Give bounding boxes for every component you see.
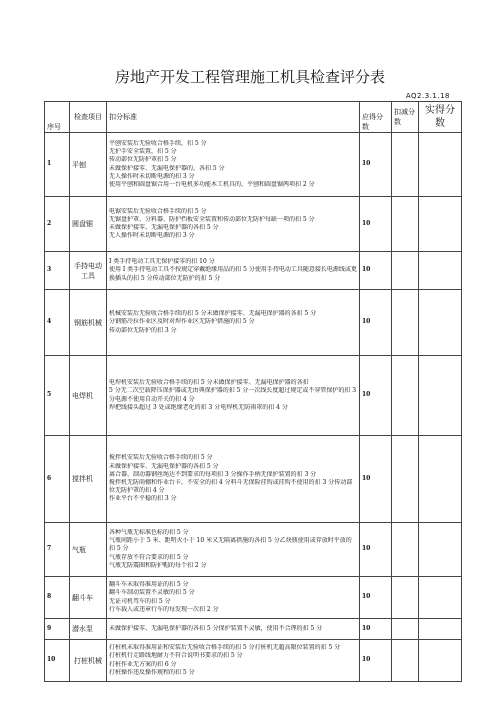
table-row: [45, 523, 462, 577]
criteria-line: 未做保护接零、无漏电保护器的各扣 5 分: [109, 224, 219, 231]
criteria-line: 使用 I 类手持电动工具不按规定穿戴绝缘用品的扣 5 分使用手持电动工具随意接长电源线或更换插头的扣 5 分传动部位无防护的扣 5 分: [109, 266, 357, 282]
full-score: 10: [360, 290, 392, 356]
header-deduct-score: 扣减分数: [392, 102, 419, 133]
table-row: [45, 436, 462, 523]
criteria-line: 翻斗车未取得准用证的扣 5 分: [109, 581, 189, 589]
criteria-line: 搅拌机安装后无验收合格手续的扣 5 分: [109, 454, 213, 462]
check-item: 潜水泵: [70, 619, 107, 640]
criteria-line: 电锯安装后无验收合格手续的扣 5 分: [109, 207, 207, 215]
table-row: [45, 640, 462, 682]
criteria-line: 离合器、制动器钢丝绳达不到要求的每项扣 3 分操作手柄无保护装置的扣 3 分: [109, 470, 317, 478]
deduction-criteria: [107, 436, 360, 523]
table-row: [45, 619, 462, 640]
deduction-criteria: [107, 356, 360, 436]
criteria-line: 使用平刨和圆盘锯合用一台电机多功能木工机具的，平刨和圆盘锯两项扣 2 分: [109, 180, 315, 188]
deduction-criteria: [107, 619, 360, 640]
check-item: 钢筋机械: [70, 290, 107, 356]
actual-score-cell: [419, 577, 462, 619]
row-number: 9: [45, 619, 70, 640]
check-item: 电焊机: [70, 356, 107, 436]
row-number: 8: [45, 577, 70, 619]
check-item: 搅拌机: [70, 436, 107, 523]
deduction-criteria: [107, 523, 360, 577]
table-row: [45, 252, 462, 290]
criteria-line: 机械安装后无验收合格手续的扣 5 分未做保护接零、无漏电保护器的各扣 5 分: [109, 310, 317, 318]
criteria-line: 分钢筋冷拉作业区及时对焊作业区无防护措施的扣 5 分: [109, 318, 255, 326]
actual-score-cell: [419, 523, 462, 577]
header-item: 检查项目: [70, 102, 107, 133]
deduction-criteria: [107, 197, 360, 252]
criteria-line: 无护手安全装置，扣 5 分: [109, 148, 177, 156]
actual-score-cell: [419, 252, 462, 290]
table-row: [45, 577, 462, 619]
deduction-criteria: [107, 640, 360, 682]
check-item: 气瓶: [70, 523, 107, 577]
criteria-line: 5 分无二次空载降压保护器或无由典保护器的扣 5 分一次线长度超过规定或不穿管保护的扣 3 分电源不使用自动开关的扣 4 分: [109, 387, 357, 403]
actual-score-cell: [419, 640, 462, 682]
check-item: 圆盘锯: [70, 197, 107, 252]
header-no: 序号: [45, 102, 70, 133]
actual-score-cell: [419, 290, 462, 356]
criteria-line: 打桩作业无方案的扣 6 分: [109, 660, 177, 668]
criteria-line: 搅拌机无防雨棚和作业台卡，不安全的扣 4 分料斗无保险挂钩或挂钩不使用的扣 3 分传动部位无防护罩的扣 4 分: [109, 479, 353, 495]
actual-score-cell: [419, 436, 462, 523]
table-row: [45, 197, 462, 252]
deduction-criteria: [107, 252, 360, 290]
row-number: 7: [45, 523, 70, 577]
criteria-line: 未做保护接零、无漏电保护器的，各扣 5 分: [109, 164, 225, 172]
deduct-score-cell: [392, 133, 419, 197]
criteria-line: 打桩机行走路线地耐力不符合说明书要求的扣 5 分: [109, 652, 243, 660]
criteria-line: 电焊机安装后无验收合格手续的扣 5 分未做保护接零、无漏电保护器的各扣: [109, 379, 309, 387]
full-score: 10: [360, 523, 392, 577]
header-full-score: 应得分数: [360, 102, 392, 133]
criteria-line: 无人操作时未切断电源的扣 3 分: [109, 172, 195, 180]
criteria-line: 打桩操作违反操作规程的扣 5 分: [109, 668, 195, 676]
deduct-score-cell: [392, 577, 419, 619]
deduct-score-cell: [392, 436, 419, 523]
criteria-line: 各种气瓶无标准色标的扣 5 分: [109, 528, 189, 536]
criteria-line: 传动部位无防护的扣 3 分: [109, 326, 177, 334]
deduct-score-cell: [392, 619, 419, 640]
check-item: 手持电动工具: [70, 252, 107, 290]
row-number: 1: [45, 133, 70, 197]
full-score: 10: [360, 252, 392, 290]
criteria-line: 平刨安装后无验收合格手续，扣 5 分: [109, 139, 207, 147]
full-score: 10: [360, 133, 392, 197]
header-actual-score: 实得分数: [419, 102, 462, 133]
criteria-line: 无人操作时未切断电源的扣 3 分: [109, 232, 195, 240]
full-score: 10: [360, 619, 392, 640]
table-row: [45, 133, 462, 197]
criteria-line: 焊把线接头超过 3 处或绝缘老化的扣 3 分电焊机无防雨罩的扣 4 分: [109, 403, 288, 411]
deduction-criteria: [107, 577, 360, 619]
full-score: 10: [360, 356, 392, 436]
deduction-criteria: [107, 133, 360, 197]
criteria-line: 传动部位无防护罩扣 5 分: [109, 156, 177, 164]
actual-score-cell: [419, 197, 462, 252]
score-table: [44, 101, 462, 682]
actual-score-cell: [419, 133, 462, 197]
row-number: 5: [45, 356, 70, 436]
check-item: 平刨: [70, 133, 107, 197]
criteria-line: 气瓶存放不符合要求的扣 5 分: [109, 553, 189, 561]
full-score: 10: [360, 436, 392, 523]
document-code: AQ2.3.1.18: [405, 92, 450, 100]
criteria-line: 无锯盘护罩、分料器、防护挡板安全装置和传动部位无防护每缺一项的扣 5 分: [109, 215, 315, 223]
full-score: 10: [360, 197, 392, 252]
header-row: [45, 102, 462, 133]
full-score: 10: [360, 577, 392, 619]
row-number: 4: [45, 290, 70, 356]
deduction-criteria: [107, 290, 360, 356]
row-number: 6: [45, 436, 70, 523]
criteria-line: 气瓶间距小于 5 米、距明火小于 10 米又无隔离措施的各扣 5 分乙炔瓶使用或存放时平放的扣 5 分: [109, 537, 352, 553]
criteria-line: I 类手持电动工具无保护接零的扣 10 分: [109, 258, 215, 266]
deduct-score-cell: [392, 523, 419, 577]
criteria-line: 未做保护接零、无漏电保护器的各扣 5 分: [109, 462, 219, 470]
row-number: 3: [45, 252, 70, 290]
criteria-line: 未做保护接零、无漏电保护器的各扣 5 分保护装置不灵敏，使用不合理的扣 5 分: [109, 624, 323, 632]
check-item: 翻斗车: [70, 577, 107, 619]
criteria-line: 翻斗车制动装置不灵敏的扣 5 分: [109, 589, 195, 597]
criteria-line: 行车载人或违章行车的每发现一次扣 2 分: [109, 605, 219, 613]
table-row: [45, 356, 462, 436]
criteria-line: 作业平台不平稳的扣 3 分: [109, 495, 177, 503]
check-item: 打桩机械: [70, 640, 107, 682]
criteria-line: 打桩机未取得准用证和安装后无验收合格手续的扣 5 分打桩机无超高限位装置的扣 5 分: [109, 644, 341, 652]
full-score: 10: [360, 640, 392, 682]
deduct-score-cell: [392, 252, 419, 290]
actual-score-cell: [419, 356, 462, 436]
table-row: [45, 290, 462, 356]
actual-score-cell: [419, 619, 462, 640]
criteria-line: 无证司机驾车的扣 5 分: [109, 597, 171, 605]
deduct-score-cell: [392, 197, 419, 252]
deduct-score-cell: [392, 356, 419, 436]
page-title: 房地产开发工程管理施工机具检查评分表: [114, 68, 385, 86]
header-criteria: 扣分标准: [107, 102, 360, 133]
deduct-score-cell: [392, 640, 419, 682]
row-number: 10: [45, 640, 70, 682]
row-number: 2: [45, 197, 70, 252]
criteria-line: 气瓶无防震圈和防护帽的每个扣 2 分: [109, 561, 207, 569]
deduct-score-cell: [392, 290, 419, 356]
